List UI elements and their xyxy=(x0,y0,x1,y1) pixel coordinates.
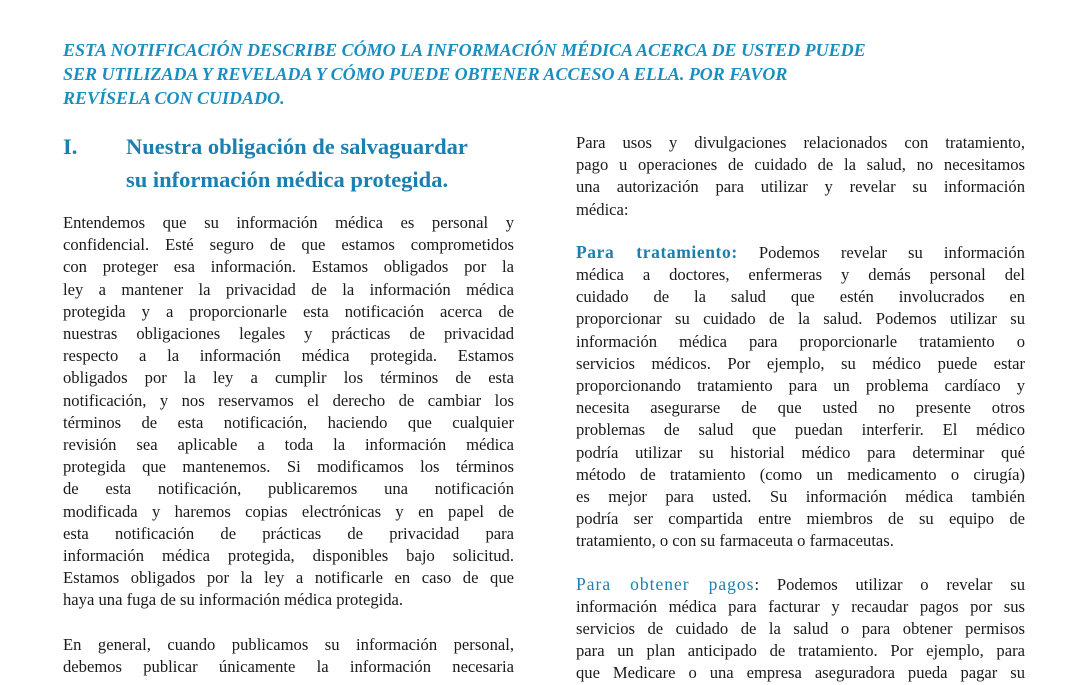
text-line: información médica para facturar y recaudar pagos por sus xyxy=(576,596,1025,616)
text-line: necesita asegurarse de que usted no presente otros xyxy=(576,398,1025,418)
text-line: para un plan anticipado de tratamiento. Por ejemplo, para xyxy=(576,641,1025,661)
text-line: haya una fuga de su información médica protegida. xyxy=(63,590,404,610)
intro-paragraph xyxy=(576,132,1025,221)
text-line: confidencial. Esté seguro de que estamos comprometidos xyxy=(63,235,514,255)
text-line: podría utilizar su historial médico para determinar qué xyxy=(576,442,1025,462)
text-line: problemas de salud que puedan interferir. El médico xyxy=(576,420,1025,440)
text-line: protegida que mantenemos. Si modificamos los términos xyxy=(63,457,514,477)
text-line: pago u operaciones de cuidado de la salud, no necesitamos xyxy=(576,155,1025,175)
text-line: podría ser compartida entre miembros de su equipo de xyxy=(576,509,1025,529)
text-line: En general, cuando publicamos su información personal, xyxy=(63,634,514,654)
text-line: obligados por la ley a cumplir los términos de esta xyxy=(63,368,514,388)
text-line: que Medicare o una empresa aseguradora pueda pagar su xyxy=(576,663,1025,683)
section-title-line2: su información médica protegida. xyxy=(126,167,449,192)
text-line: es mejor para usted. Su información médica también xyxy=(576,487,1025,507)
obligation-paragraph xyxy=(63,212,514,612)
text-line: médica a doctores, enfermeras y demás personal del xyxy=(576,265,1025,285)
text-line: método de tratamiento (como un medicamento o cirugía) xyxy=(576,464,1025,484)
text-line: servicios médicos. Por ejemplo, su médico puede estar xyxy=(576,353,1025,373)
text-line: términos de esta notificación, haciendo que cualquier xyxy=(63,412,514,432)
text-line: proporcionar su cuidado de la salud. Podemos utilizar su xyxy=(576,309,1025,329)
payment-label: Para obtener pagos xyxy=(576,573,755,594)
treatment-first-line: Podemos revelar su información xyxy=(737,242,1025,262)
text-line: con proteger esa información. Estamos obligados por la xyxy=(63,257,514,277)
section-number: I. xyxy=(63,134,78,159)
text-line: médica: xyxy=(576,199,629,219)
text-line: revisión sea aplicable a toda la información médica xyxy=(63,435,514,455)
general-paragraph xyxy=(63,634,514,678)
banner-line: REVÍSELA CON CUIDADO. xyxy=(63,88,285,108)
text-line: cuidado de la salud que estén involucrados en xyxy=(576,287,1025,307)
text-line: una autorización para utilizar y revelar su información xyxy=(576,177,1025,197)
text-line: Entendemos que su información médica es personal y xyxy=(63,213,514,232)
text-line: tratamiento, o con su farmaceuta o farmaceutas. xyxy=(576,531,894,551)
text-line: de esta notificación, publicaremos una notificación xyxy=(63,479,514,499)
text-line: ley a mantener la privacidad de la información médica xyxy=(63,279,514,299)
text-line: respecto a la información médica protegida. Estamos xyxy=(63,346,514,366)
text-line: notificación, y nos reservamos el derecho de cambiar los xyxy=(63,390,514,410)
text-line: información médica protegida, disponibles bajo solicitud. xyxy=(63,546,514,566)
text-line: servicios de cuidado de la salud o para obtener permisos xyxy=(576,619,1025,639)
section-heading xyxy=(63,130,514,196)
payment-paragraph xyxy=(576,573,1025,685)
left-column xyxy=(63,130,514,678)
text-line: proporcionando tratamiento para un problema cardíaco y xyxy=(576,376,1025,396)
text-line: protegida y a proporcionarle esta notificación acerca de xyxy=(63,301,514,321)
text-line: debemos publicar únicamente la información necesaria xyxy=(63,656,514,676)
text-line: modificada y haremos copias electrónicas y en papel de xyxy=(63,501,514,521)
text-line: Estamos obligados por la ley a notificarle en caso de que xyxy=(63,568,514,588)
payment-first-line: : Podemos utilizar o revelar su xyxy=(754,574,1025,594)
treatment-label: Para tratamiento: xyxy=(576,241,738,262)
text-line: nuestras obligaciones legales y prácticas de privacidad xyxy=(63,324,514,344)
banner-line: SER UTILIZADA Y REVELADA Y CÓMO PUEDE OBTENER ACCESO A ELLA. POR FAVOR xyxy=(63,64,788,84)
notice-banner xyxy=(63,38,1023,110)
text-line: esta notificación de prácticas de privacidad para xyxy=(63,523,514,543)
treatment-paragraph xyxy=(576,241,1025,553)
right-column xyxy=(576,130,1025,685)
text-line: Para usos y divulgaciones relacionados con tratamiento, xyxy=(576,133,1025,152)
text-line: información médica para proporcionarle tratamiento o xyxy=(576,331,1025,351)
banner-line: ESTA NOTIFICACIÓN DESCRIBE CÓMO LA INFORMACIÓN MÉDICA ACERCA DE USTED PUEDE xyxy=(63,40,866,60)
section-title-line1: Nuestra obligación de salvaguardar xyxy=(126,134,468,159)
